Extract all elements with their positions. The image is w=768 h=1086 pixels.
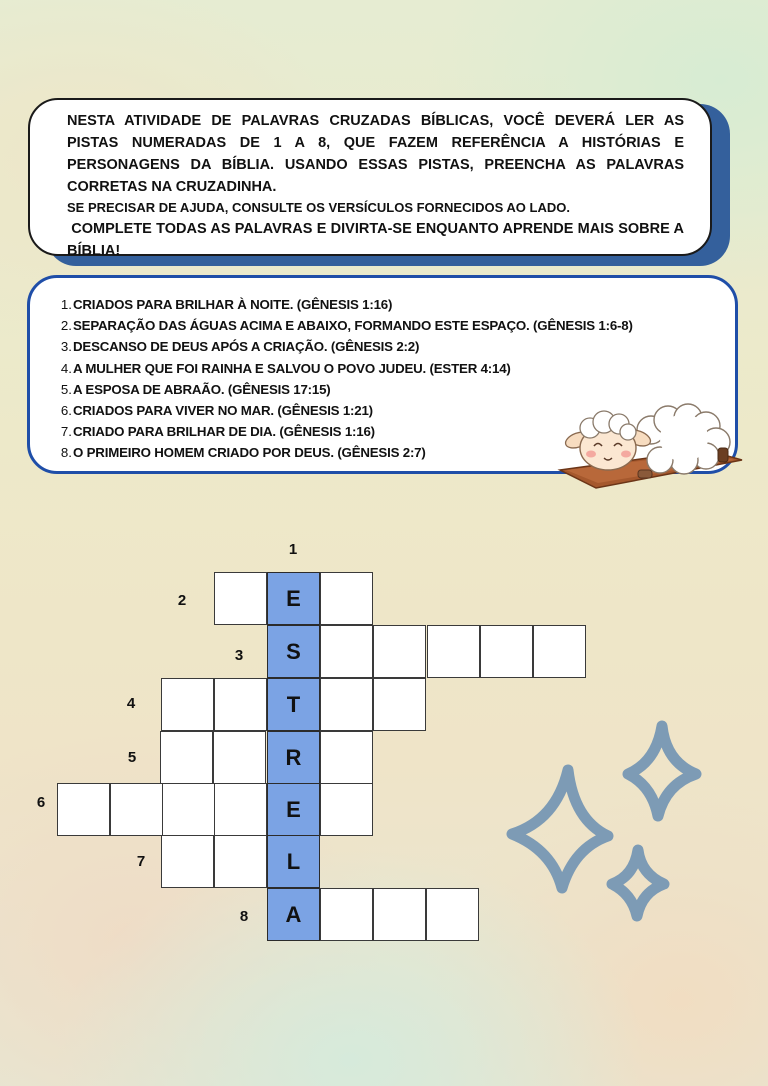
instructions-box xyxy=(28,98,712,259)
crossword-key-cell: T xyxy=(267,678,320,731)
clue-number: 6. xyxy=(60,402,72,418)
crossword-cell[interactable] xyxy=(213,731,266,784)
clue-number: 3. xyxy=(60,339,72,355)
crossword-cell[interactable] xyxy=(57,783,110,836)
crossword-key-cell: A xyxy=(267,888,320,941)
crossword-key-cell: L xyxy=(267,835,320,888)
crossword-cell[interactable] xyxy=(320,783,373,836)
clue-item xyxy=(60,361,735,382)
crossword-key-cell: E xyxy=(267,783,320,836)
crossword-cell[interactable] xyxy=(320,731,373,784)
clue-text: A ESPOSA DE ABRAÃO. (GÊNESIS 17:15) xyxy=(73,381,331,397)
sparkle-stars-icon xyxy=(500,710,720,930)
crossword-cell[interactable] xyxy=(533,625,586,678)
clue-label-4: 4 xyxy=(126,695,136,712)
clue-item xyxy=(60,339,735,360)
instructions-paragraph-2: SE PRECISAR DE AJUDA, CONSULTE OS VERSÍCULOS FORNECIDOS AO LADO. xyxy=(67,200,570,215)
clue-label-7: 7 xyxy=(136,853,146,870)
crossword-cell[interactable] xyxy=(160,731,213,784)
clue-number: 1. xyxy=(60,297,72,312)
crossword-key-cell: R xyxy=(267,731,320,784)
crossword-cell[interactable] xyxy=(373,678,426,731)
crossword-cell[interactable] xyxy=(161,835,214,888)
crossword-cell[interactable] xyxy=(426,888,479,941)
clue-text: CRIADOS PARA VIVER NO MAR. (GÊNESIS 1:21) xyxy=(73,402,373,418)
clue-number: 2. xyxy=(60,318,72,334)
clue-text: CRIADOS PARA BRILHAR À NOITE. (GÊNESIS 1:16) xyxy=(73,297,393,312)
crossword-cell[interactable] xyxy=(110,783,163,836)
instructions-paragraph-1: NESTA ATIVIDADE DE PALAVRAS CRUZADAS BÍBLICAS, VOCÊ DEVERÁ LER AS PISTAS NUMERADAS DE 1 A 8, QUE FAZEM REFERÊNCIA A HISTÓRIAS E PERSONAGENS DA BÍBLIA. USANDO ESSAS PISTAS, PREENCHA AS PALAVRAS CORRETAS NA CRUZADINHA. xyxy=(67,113,684,195)
instructions-paragraph-3: COMPLETE TODAS AS PALAVRAS E DIVIRTA-SE ENQUANTO APRENDE MAIS SOBRE A BÍBLIA! xyxy=(67,221,689,259)
clue-label-5: 5 xyxy=(127,749,137,766)
clue-number: 5. xyxy=(60,381,72,397)
clue-text: A MULHER QUE FOI RAINHA E SALVOU O POVO JUDEU. (ESTER 4:14) xyxy=(73,360,511,376)
crossword-key-cell: S xyxy=(267,625,320,678)
clue-text: DESCANSO DE DEUS APÓS A CRIAÇÃO. (GÊNESIS 2:2) xyxy=(73,339,420,355)
crossword-cell[interactable] xyxy=(320,678,373,731)
clue-label-3: 3 xyxy=(234,647,244,664)
crossword-cell[interactable] xyxy=(161,678,214,731)
clue-text: O PRIMEIRO HOMEM CRIADO POR DEUS. (GÊNESIS 2:7) xyxy=(73,445,426,461)
sheep-illustration xyxy=(556,390,746,490)
crossword-cell[interactable] xyxy=(214,572,267,625)
clue-label-8: 8 xyxy=(239,908,249,925)
clue-label-6: 6 xyxy=(36,794,46,811)
clue-number: 7. xyxy=(60,424,72,440)
clue-text: SEPARAÇÃO DAS ÁGUAS ACIMA E ABAIXO, FORMANDO ESTE ESPAÇO. (GÊNESIS 1:6-8) xyxy=(73,318,633,334)
crossword-cell[interactable] xyxy=(162,783,215,836)
clue-item xyxy=(60,297,735,318)
crossword-cell[interactable] xyxy=(214,783,267,836)
crossword-cell[interactable] xyxy=(373,888,426,941)
crossword-cell[interactable] xyxy=(320,888,373,941)
crossword-cell[interactable] xyxy=(320,572,373,625)
crossword-cell[interactable] xyxy=(214,835,267,888)
clue-number: 8. xyxy=(60,445,72,461)
crossword-cell[interactable] xyxy=(373,625,426,678)
clue-label-1: 1 xyxy=(288,541,298,558)
crossword-cell[interactable] xyxy=(320,625,373,678)
crossword-cell[interactable] xyxy=(427,625,480,678)
crossword-cell[interactable] xyxy=(214,678,267,731)
clue-number: 4. xyxy=(60,360,72,376)
crossword-key-cell: E xyxy=(267,572,320,625)
clue-label-2: 2 xyxy=(177,592,187,609)
clue-item xyxy=(60,318,735,339)
crossword-cell[interactable] xyxy=(480,625,533,678)
clue-text: CRIADO PARA BRILHAR DE DIA. (GÊNESIS 1:16) xyxy=(73,424,375,440)
